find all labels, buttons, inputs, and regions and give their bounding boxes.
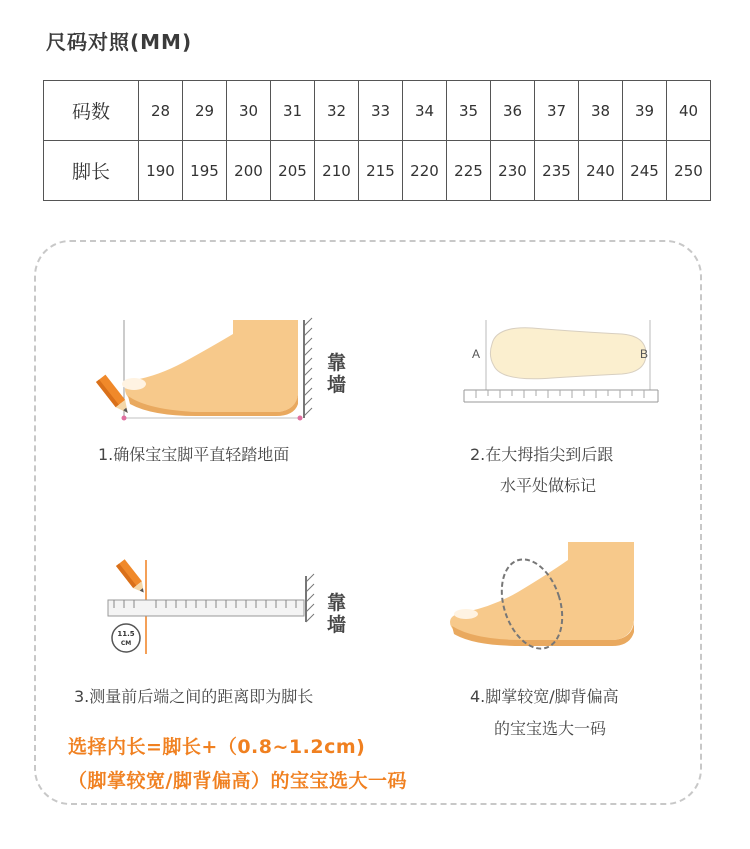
length-cell: 205 <box>271 141 315 201</box>
size-cell: 33 <box>359 81 403 141</box>
pencil-icon <box>116 559 148 596</box>
length-cell: 240 <box>579 141 623 201</box>
size-cell: 40 <box>667 81 711 141</box>
size-cell: 37 <box>535 81 579 141</box>
table-row-lengths <box>44 141 711 201</box>
step4-foot-width-illustration <box>444 530 644 660</box>
tip-wide-foot: （脚掌较宽/脚背偏高）的宝宝选大一码 <box>68 770 407 792</box>
mark-b-label: B <box>640 347 649 361</box>
step2-caption-line2: 水平处做标记 <box>500 476 597 495</box>
length-cell: 200 <box>227 141 271 201</box>
ruler-badge-value: 11.5 <box>117 630 135 638</box>
size-chart-table <box>43 80 711 201</box>
length-cell: 220 <box>403 141 447 201</box>
step3-caption: 3.测量前后端之间的距离即为脚长 <box>74 687 314 706</box>
ruler-ticks <box>476 390 644 398</box>
size-cell: 32 <box>315 81 359 141</box>
length-cell: 225 <box>447 141 491 201</box>
row-label-size: 码数 <box>44 81 139 141</box>
step1-wall-label: 靠墙 <box>327 352 347 396</box>
length-cell: 230 <box>491 141 535 201</box>
step2-sole-illustration <box>462 316 662 408</box>
length-cell: 250 <box>667 141 711 201</box>
size-cell: 34 <box>403 81 447 141</box>
length-cell: 235 <box>535 141 579 201</box>
wall-hatch <box>306 574 314 622</box>
length-cell: 215 <box>359 141 403 201</box>
size-cell: 28 <box>139 81 183 141</box>
size-cell: 30 <box>227 81 271 141</box>
size-cell: 35 <box>447 81 491 141</box>
wall-hatch <box>304 318 312 416</box>
step1-caption: 1.确保宝宝脚平直轻踏地面 <box>98 445 290 464</box>
table-row-sizes <box>44 81 711 141</box>
step3-ruler-illustration <box>100 556 330 656</box>
ruler-badge-unit: CM <box>120 640 132 647</box>
page-title: 尺码对照(MM) <box>46 30 193 54</box>
step3-wall-label: 靠墙 <box>327 592 347 636</box>
tip-inner-length: 选择内长=脚长+（0.8~1.2cm) <box>68 736 366 758</box>
size-cell: 38 <box>579 81 623 141</box>
size-cell: 39 <box>623 81 667 141</box>
size-cell: 31 <box>271 81 315 141</box>
size-cell: 36 <box>491 81 535 141</box>
step4-caption-line1: 4.脚掌较宽/脚背偏高 <box>470 687 619 706</box>
length-cell: 195 <box>183 141 227 201</box>
size-cell: 29 <box>183 81 227 141</box>
row-label-foot-length: 脚长 <box>44 141 139 201</box>
step1-foot-illustration <box>88 312 328 424</box>
length-cell: 190 <box>139 141 183 201</box>
step2-caption-line1: 2.在大拇指尖到后跟 <box>470 445 614 464</box>
length-cell: 245 <box>623 141 667 201</box>
mark-a-label: A <box>472 347 481 361</box>
step4-caption-line2: 的宝宝选大一码 <box>494 719 607 738</box>
length-cell: 210 <box>315 141 359 201</box>
